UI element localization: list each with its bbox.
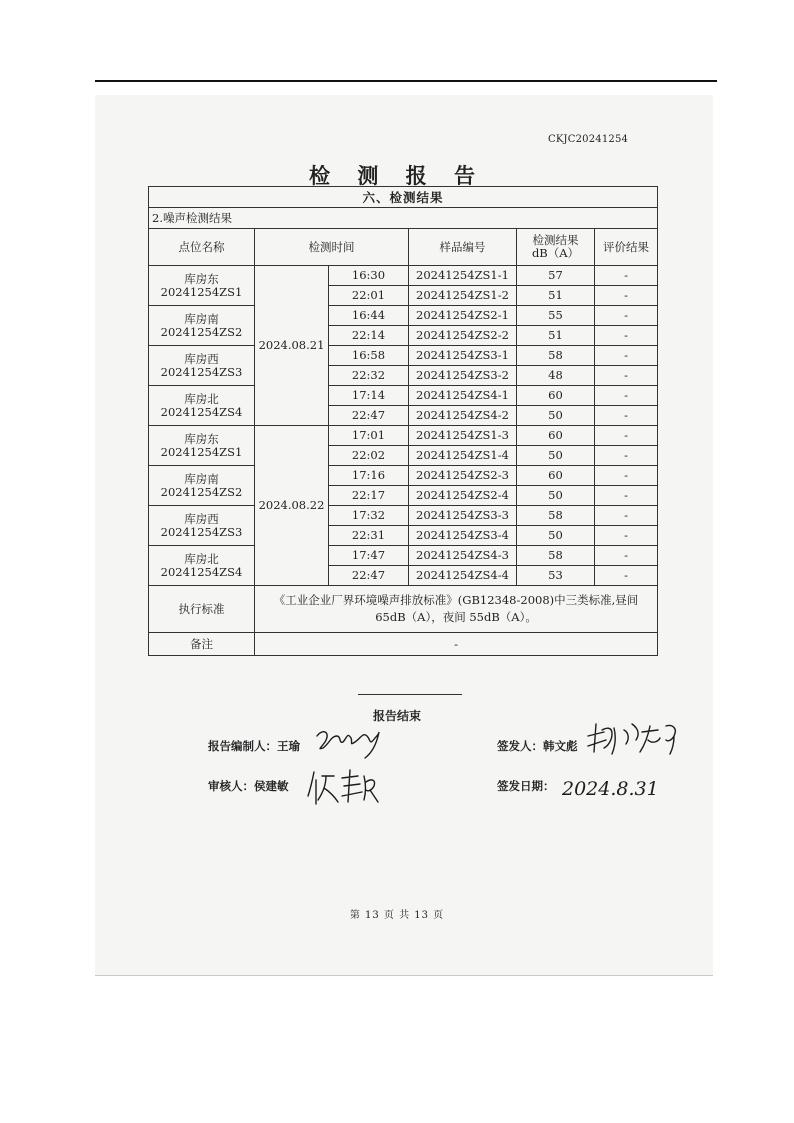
sample-id: 20241254ZS1-2	[409, 286, 517, 306]
point-name-cell	[149, 506, 255, 546]
sample-id: 20241254ZS2-3	[409, 466, 517, 486]
noise-value: 58	[517, 506, 595, 526]
sample-id: 20241254ZS4-3	[409, 546, 517, 566]
point-name-cell	[149, 386, 255, 426]
report-number: CKJC20241254	[548, 134, 629, 145]
point-name-cell	[149, 266, 255, 306]
noise-value: 55	[517, 306, 595, 326]
noise-value: 58	[517, 346, 595, 366]
test-time: 22:17	[329, 486, 409, 506]
table-row	[149, 306, 658, 326]
standard-text	[255, 586, 658, 633]
point-name-cell	[149, 346, 255, 386]
evaluation: -	[595, 286, 658, 306]
point-name-cell	[149, 466, 255, 506]
test-time: 22:32	[329, 366, 409, 386]
point-name: 库房北	[184, 551, 219, 566]
reviewer-signature	[304, 766, 384, 810]
point-code: 20241254ZS2	[160, 484, 243, 499]
test-time: 16:58	[329, 346, 409, 366]
noise-value: 57	[517, 266, 595, 286]
end-divider	[358, 694, 462, 695]
sample-id: 20241254ZS1-1	[409, 266, 517, 286]
test-time: 22:31	[329, 526, 409, 546]
noise-value: 58	[517, 546, 595, 566]
point-name-cell	[149, 306, 255, 346]
evaluation: -	[595, 546, 658, 566]
test-time: 17:32	[329, 506, 409, 526]
noise-value: 50	[517, 406, 595, 426]
test-time: 17:14	[329, 386, 409, 406]
test-date: 2024.08.21	[255, 266, 329, 426]
point-code: 20241254ZS1	[160, 284, 243, 299]
evaluation: -	[595, 406, 658, 426]
standard-line1: 《工业企业厂界环境噪声排放标准》(GB12348-2008)中三类标准,昼间	[273, 593, 639, 607]
test-time: 17:01	[329, 426, 409, 446]
evaluation: -	[595, 506, 658, 526]
point-name: 库房南	[184, 471, 219, 486]
noise-value: 60	[517, 426, 595, 446]
point-code: 20241254ZS4	[160, 564, 243, 579]
point-name: 库房东	[184, 431, 219, 446]
point-name-cell	[149, 426, 255, 466]
header-result-unit: dB（A）	[531, 246, 580, 260]
table-row	[149, 346, 658, 366]
sample-id: 20241254ZS2-2	[409, 326, 517, 346]
test-time: 22:47	[329, 406, 409, 426]
evaluation: -	[595, 346, 658, 366]
signer-signature	[582, 718, 688, 758]
sign-date-label: 签发日期：	[497, 779, 555, 793]
evaluation: -	[595, 566, 658, 586]
sample-id: 20241254ZS3-1	[409, 346, 517, 366]
table-row	[149, 386, 658, 406]
point-name: 库房西	[184, 351, 219, 366]
sample-id: 20241254ZS1-3	[409, 426, 517, 446]
sign-date-value: 2024.8.31	[562, 778, 659, 800]
test-time: 22:47	[329, 566, 409, 586]
test-time: 17:47	[329, 546, 409, 566]
noise-value: 50	[517, 446, 595, 466]
signer-label: 签发人：韩文彪	[497, 739, 578, 753]
point-code: 20241254ZS1	[160, 444, 243, 459]
noise-value: 51	[517, 286, 595, 306]
evaluation: -	[595, 266, 658, 286]
test-time: 16:30	[329, 266, 409, 286]
table-row	[149, 266, 658, 286]
evaluation: -	[595, 466, 658, 486]
remark-label: 备注	[149, 633, 255, 656]
sample-id: 20241254ZS2-1	[409, 306, 517, 326]
header-rule	[95, 80, 717, 82]
noise-value: 53	[517, 566, 595, 586]
table-row	[149, 546, 658, 566]
table-row	[149, 466, 658, 486]
evaluation: -	[595, 386, 658, 406]
sub-title: 2.噪声检测结果	[149, 208, 658, 229]
noise-value: 51	[517, 326, 595, 346]
evaluation: -	[595, 426, 658, 446]
evaluation: -	[595, 306, 658, 326]
header-result-line1: 检测结果	[532, 233, 579, 247]
point-name-cell	[149, 546, 255, 586]
noise-value: 50	[517, 486, 595, 506]
test-time: 16:44	[329, 306, 409, 326]
test-time: 22:02	[329, 446, 409, 466]
point-name: 库房南	[184, 311, 219, 326]
page-footer: 第 13 页 共 13 页	[349, 910, 445, 921]
remark-value: -	[255, 633, 658, 656]
standard-line2: 65dB（A），夜间 55dB（A）。	[375, 610, 537, 624]
sample-id: 20241254ZS2-4	[409, 486, 517, 506]
table-row	[149, 506, 658, 526]
standard-row	[149, 586, 658, 633]
point-code: 20241254ZS4	[160, 404, 243, 419]
test-date: 2024.08.22	[255, 426, 329, 586]
noise-value: 60	[517, 466, 595, 486]
header-time: 检测时间	[255, 229, 409, 266]
point-name: 库房东	[184, 271, 219, 286]
point-name: 库房北	[184, 391, 219, 406]
test-time: 17:16	[329, 466, 409, 486]
test-time: 22:01	[329, 286, 409, 306]
test-time: 22:14	[329, 326, 409, 346]
point-name: 库房西	[184, 511, 219, 526]
noise-value: 48	[517, 366, 595, 386]
noise-value: 50	[517, 526, 595, 546]
section-title: 六、检测结果	[149, 187, 658, 208]
reviewer-label: 审核人：侯建敏	[208, 779, 289, 793]
header-sample: 样品编号	[409, 229, 517, 266]
sample-id: 20241254ZS1-4	[409, 446, 517, 466]
header-point: 点位名称	[149, 229, 255, 266]
noise-result-table	[148, 186, 658, 656]
header-result	[517, 229, 595, 266]
sample-id: 20241254ZS4-1	[409, 386, 517, 406]
evaluation: -	[595, 446, 658, 466]
point-code: 20241254ZS3	[160, 524, 243, 539]
remark-row	[149, 633, 658, 656]
evaluation: -	[595, 486, 658, 506]
table-row	[149, 426, 658, 446]
sample-id: 20241254ZS4-2	[409, 406, 517, 426]
sample-id: 20241254ZS3-2	[409, 366, 517, 386]
point-code: 20241254ZS3	[160, 364, 243, 379]
sample-id: 20241254ZS3-3	[409, 506, 517, 526]
evaluation: -	[595, 526, 658, 546]
header-eval: 评价结果	[595, 229, 658, 266]
evaluation: -	[595, 326, 658, 346]
report-end: 报告结束	[372, 709, 421, 723]
evaluation: -	[595, 366, 658, 386]
noise-value: 60	[517, 386, 595, 406]
report-title: 检 测 报 告	[309, 163, 485, 188]
sample-id: 20241254ZS4-4	[409, 566, 517, 586]
compiler-signature	[313, 722, 385, 762]
point-code: 20241254ZS2	[160, 324, 243, 339]
standard-label: 执行标准	[149, 586, 255, 633]
sign-date-handwritten	[560, 771, 659, 805]
compiler-label: 报告编制人：王瑜	[208, 739, 300, 753]
sample-id: 20241254ZS3-4	[409, 526, 517, 546]
